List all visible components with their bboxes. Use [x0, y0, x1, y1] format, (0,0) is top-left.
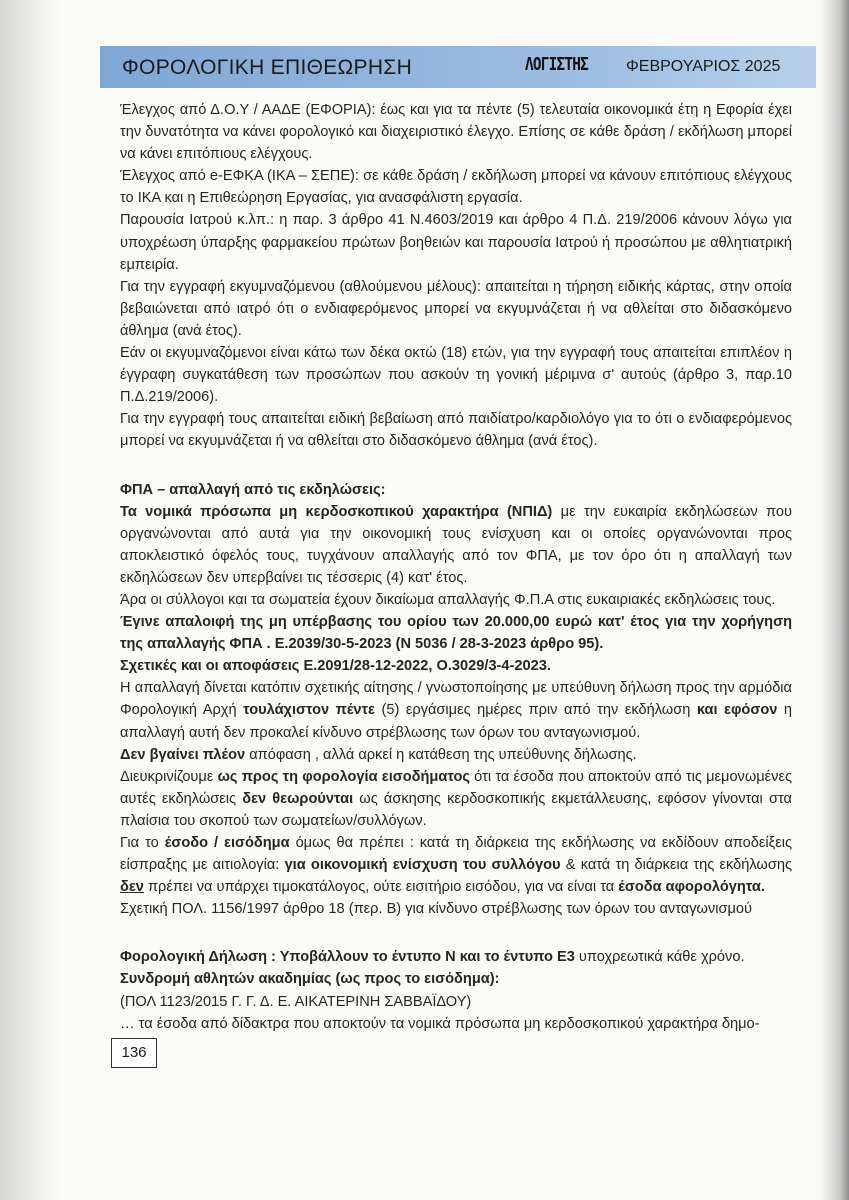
- bold-text: ως προς τη φορολογία εισοδήματος: [217, 768, 470, 785]
- bold-text: δεν θεωρούνται: [242, 790, 354, 807]
- paragraph: Έλεγχος από e-ΕΦΚΑ (ΙΚΑ – ΣΕΠΕ): σε κάθε δράση / εκδήλωση μπορεί να κάνουν επιτόπιους ελέγχους το ΙΚΑ και η Επιθεώρηση Εργασίας, για ανασφάλιστη εργασία.: [120, 168, 792, 207]
- bold-text: τουλάχιστον πέντε: [243, 702, 375, 719]
- text: Η απαλλαγή δίνεται κατόπιν σχετικής αίτησης / γνωστοποίησης με υπεύθυνη δήλωση προς την αρμόδια Φορολογική Αρχή: [120, 680, 792, 719]
- issue-date: ΦΕΒΡΟΥΑΡΙΟΣ 2025: [626, 58, 781, 75]
- tax-paragraph: … τα έσοδα από δίδακτρα που αποκτούν τα νομικά πρόσωπα μη κερδοσκοπικού χαρακτήρα δημο-: [120, 1015, 760, 1032]
- bold-underlined-text: δεν: [120, 879, 144, 896]
- paragraph: Για την εγγραφή εκγυμναζόμενου (αθλούμενου μέλους): απαιτείται η τήρηση ειδικής κάρτας, στην οποία βεβαιώνεται από ιατρό ότι ο ενδιαφερόμενος μπορεί να εκγυμνάζεται ή να αθλείται στο διδασκόμενο άθλημα (ανά έτος).: [120, 278, 792, 339]
- text: (5) εργάσιμες ημέρες πριν από την εκδήλωση: [374, 702, 697, 719]
- bold-text: και εφόσον: [696, 702, 778, 719]
- bold-text: Δεν βγαίνει πλέον: [120, 746, 246, 763]
- fpa-paragraph-bold: Έγινε απαλοιφή της μη υπέρβασης του ορίου των 20.000,00 ευρώ κατ' έτος για την χορήγηση της απαλλαγής ΦΠΑ . Ε.2039/30-5-2023 (Ν 5036 / 28-3-2023 άρθρο 95).: [120, 614, 792, 653]
- fpa-heading: ΦΠΑ – απαλλαγή από τις εκδηλώσεις:: [120, 481, 386, 498]
- fpa-paragraph: [120, 501, 792, 589]
- bold-text: έσοδα αφορολόγητα.: [618, 879, 765, 896]
- page-shadow-right: [819, 0, 849, 1200]
- magazine-name: ΛΟΓΙΣΤΗΣ: [525, 54, 588, 75]
- text: ως άσκησης κερδοσκοπικής εκμετάλλευσης, εφόσον γίνονται στα πλαίσια του σκοπού των σωματείων/συλλόγων.: [120, 790, 792, 829]
- page-shadow-left: [0, 0, 60, 1200]
- text: απόφαση , αλλά αρκεί η κατάθεση της υπεύθυνης δήλωσης.: [245, 746, 637, 763]
- fpa-paragraph: Σχετική ΠΟΛ. 1156/1997 άρθρο 18 (περ. Β) για κίνδυνο στρέβλωσης των όρων του ανταγωνισμού: [120, 901, 752, 918]
- text: όμως θα πρέπει : κατά τη διάρκεια της εκδήλωσης να εκδίδουν αποδείξεις είσπραξης με αιτιολογία:: [120, 835, 792, 874]
- text: Για το: [120, 835, 165, 851]
- text: & κατά τη διάρκεια της εκδήλωσης: [560, 857, 792, 874]
- fpa-paragraph: [120, 744, 792, 766]
- fpa-paragraph: [120, 766, 792, 832]
- text: ότι τα έσοδα που αποκτούν από τις μεμονωμένες αυτές εκδηλώσεις: [120, 768, 792, 807]
- fpa-paragraph: [120, 832, 792, 898]
- text: με την ευκαιρία εκδηλώσεων που οργανώνονται από αυτά για την οικονομική τους ενίσχυση και οι οποίες οργανώνονται προς αποκλειστικό όφελός τους, τυγχάνουν απαλλαγής από τον ΦΠΑ, με τον όρο ότι η απαλλαγή των εκδηλώσεων δεν υπερβαίνει τις τέσσερις (4) κατ' έτος.: [120, 503, 792, 586]
- bold-text: Τα νομικά πρόσωπα μη κερδοσκοπικού χαρακτήρα (ΝΠΙΔ): [120, 503, 553, 520]
- text: η απαλλαγή αυτή δεν προκαλεί κίνδυνο στρέβλωσης των όρων του ανταγωνισμού.: [120, 702, 793, 741]
- bold-text: Φορολογική Δήλωση : Υποβάλλουν το έντυπο Ν και το έντυπο Ε3: [120, 949, 575, 966]
- section-title: ΦΟΡΟΛΟΓΙΚΗ ΕΠΙΘΕΩΡΗΣΗ: [122, 56, 413, 79]
- fpa-paragraph-bold: Σχετικές και οι αποφάσεις Ε.2091/28-12-2022, Ο.3029/3-4-2023.: [120, 658, 551, 675]
- text: Διευκρινίζουμε: [120, 768, 218, 785]
- text: υποχρεωτικά κάθε χρόνο.: [574, 949, 745, 966]
- paragraph: Παρουσία Ιατρού κ.λπ.: η παρ. 3 άρθρο 41 Ν.4603/2019 και άρθρο 4 Π.Δ. 219/2006 κάνουν λόγω για υποχρέωση ύπαρξης φαρμακείου πρώτων βοηθειών και παρουσία Ιατρού ή προσώπου με αθλητιατρική εμπειρία.: [120, 212, 792, 273]
- bold-text: έσοδο / εισόδημα: [164, 835, 290, 851]
- fpa-paragraph: [120, 677, 792, 743]
- paragraph: Εάν οι εκγυμναζόμενοι είναι κάτω των δέκα οκτώ (18) ετών, για την εγγραφή τους απαιτείται επιπλέον η έγγραφη συγκατάθεση των προσώπων που ασκούν τη γονική μέριμνα σ' αυτούς (άρθρο 3, παρ.10 Π.Δ.219/2006).: [120, 345, 792, 406]
- page-number: 136: [111, 1038, 157, 1068]
- tax-paragraph: [120, 946, 792, 968]
- bold-text: για οικονομική ενίσχυση του συλλόγου: [284, 857, 561, 874]
- text: πρέπει να υπάρχει τιμοκατάλογος, ούτε εισιτήριο εισόδου, για να είναι τα: [143, 879, 619, 896]
- paragraph: Έλεγχος από Δ.Ο.Υ / ΑΑΔΕ (ΕΦΟΡΙΑ): έως και για τα πέντε (5) τελευταία οικονομικά έτη η Εφορία έχει την δυνατότητα να κάνει φορολογικό και διαχειριστικό έλεγχο. Επίσης σε κάθε δράση / εκδήλωση μπορεί να κάνει επιτόπιους ελέγχους.: [120, 102, 792, 163]
- article-body: [120, 99, 792, 1035]
- tax-reference: (ΠΟΛ 1123/2015 Γ. Γ. Δ. Ε. ΑΙΚΑΤΕΡΙΝΗ ΣΑΒΒΑΪΔΟΥ): [120, 993, 472, 1010]
- paragraph: Για την εγγραφή τους απαιτείται ειδική βεβαίωση από παιδίατρο/καρδιολόγο για το ότι ο ενδιαφερόμενος μπορεί να εκγυμνάζεται ή να αθλείται στο διδασκόμενο άθλημα (ανά έτος).: [120, 411, 792, 450]
- fpa-paragraph: Άρα οι σύλλογοι και τα σωματεία έχουν δικαίωμα απαλλαγής Φ.Π.Α στις ευκαιριακές εκδηλώσεις τους.: [120, 591, 776, 608]
- tax-subheading: Συνδρομή αθλητών ακαδημίας (ως προς το εισόδημα):: [120, 971, 500, 988]
